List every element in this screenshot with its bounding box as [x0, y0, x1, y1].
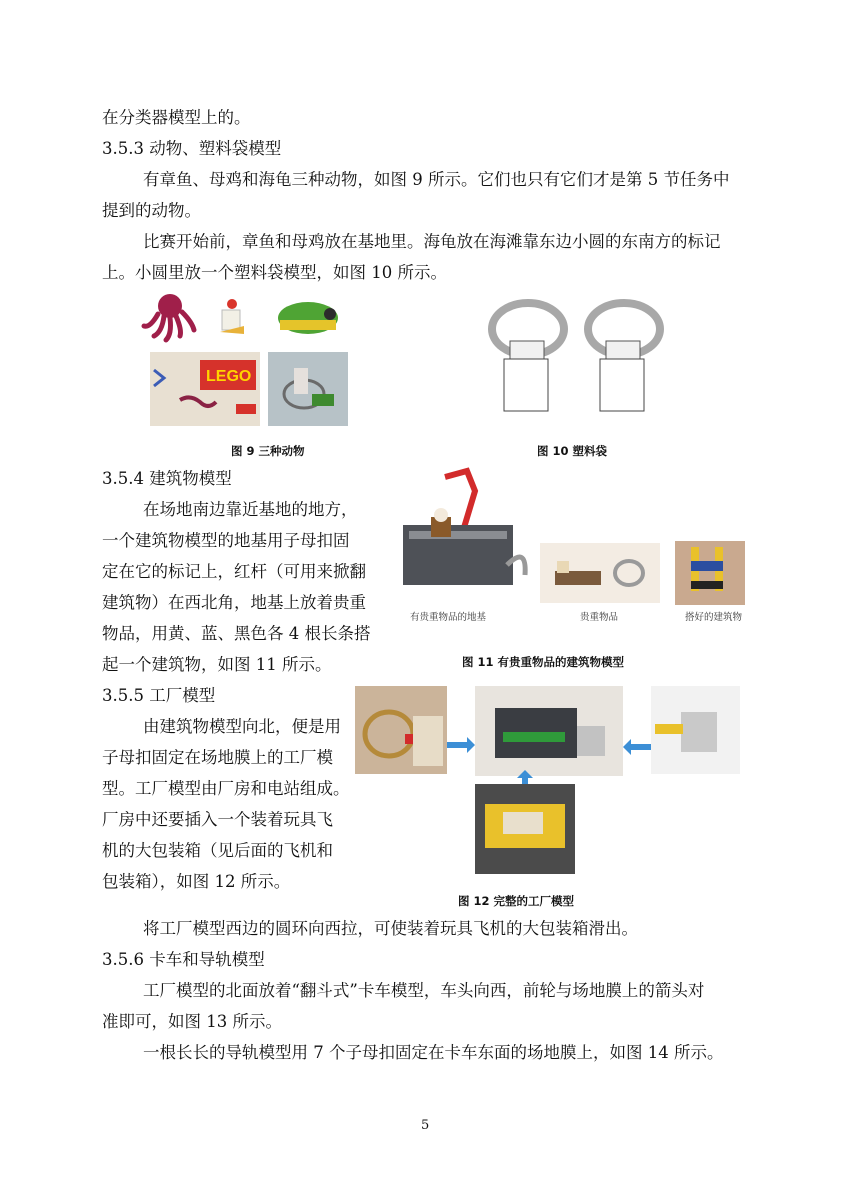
figure-12-caption: 图 12 完整的工厂模型 [458, 894, 575, 908]
paragraph-line: 子母扣固定在场地膜上的工厂模 [102, 748, 333, 767]
factory-ring-photo [355, 686, 447, 774]
figure-11-label-valuables: 贵重物品 [580, 612, 619, 623]
page-number: 5 [421, 1118, 430, 1133]
figure-9-caption: 图 9 三种动物 [231, 444, 305, 458]
building-base-image [403, 471, 525, 585]
figure-10-plastic-bags [480, 295, 670, 415]
hen-image [220, 299, 244, 334]
paragraph-line: 一个建筑物模型的地基用子母扣固 [102, 531, 350, 550]
section-heading-3-5-3: 3.5.3 动物、塑料袋模型 [102, 139, 282, 158]
paragraph-line: 包装箱），如图 12 所示。 [102, 872, 291, 891]
paragraph-line: 厂房中还要插入一个装着玩具飞 [102, 810, 333, 829]
paragraph-line: 提到的动物。 [102, 201, 201, 220]
figure-11-caption: 图 11 有贵重物品的建筑物模型 [462, 655, 625, 669]
figure-10-caption: 图 10 塑料袋 [537, 444, 608, 458]
turtle-image [278, 302, 338, 334]
octopus-image [144, 294, 194, 340]
paragraph-line: 上。小圆里放一个塑料袋模型，如图 10 所示。 [102, 263, 447, 282]
paragraph-line: 机的大包装箱（见后面的飞机和 [102, 841, 333, 860]
arrow-icon [447, 737, 475, 753]
plastic-bag-image [588, 303, 660, 411]
paragraph-line: 一根长长的导轨模型用 7 个子母扣固定在卡车东面的场地膜上，如图 14 所示。 [143, 1043, 724, 1062]
paragraph-line: 在场地南边靠近基地的地方， [143, 500, 358, 519]
paragraph-line: 型。工厂模型由厂房和电站组成。 [102, 779, 350, 798]
paragraph-line: 由建筑物模型向北，便是用 [143, 717, 341, 736]
figure-12-factory-model [355, 686, 740, 880]
figure-9-animals [140, 290, 350, 428]
package-box-photo [475, 784, 575, 874]
section-heading-3-5-6: 3.5.6 卡车和导轨模型 [102, 950, 265, 969]
paragraph-line: 比赛开始前，章鱼和母鸡放在基地里。海龟放在海滩靠东边小圆的东南方的标记 [143, 232, 721, 251]
section-heading-3-5-5: 3.5.5 工厂模型 [102, 686, 216, 705]
paragraph-line: 定在它的标记上，红杆（可用来掀翻 [102, 562, 366, 581]
paragraph-line: 将工厂模型西边的圆环向西拉，可使装着玩具飞机的大包装箱滑出。 [143, 919, 638, 938]
figure-11-building-model [395, 465, 750, 625]
factory-photo [475, 686, 623, 776]
paragraph-line: 建筑物）在西北角，地基上放着贵重 [102, 593, 366, 612]
arrow-icon [623, 739, 651, 755]
section-heading-3-5-4: 3.5.4 建筑物模型 [102, 469, 232, 488]
paragraph-line: 有章鱼、母鸡和海龟三种动物，如图 9 所示。它们也只有它们才是第 5 节任务中 [143, 170, 730, 189]
paragraph-line: 准即可，如图 13 所示。 [102, 1012, 282, 1031]
built-building-image [675, 541, 745, 605]
paragraph-line: 工厂模型的北面放着“翻斗式”卡车模型，车头向西，前轮与场地膜上的箭头对 [143, 981, 705, 1000]
text-line: 在分类器模型上的。 [102, 108, 251, 127]
svg-text:LEGO: LEGO [206, 368, 252, 385]
valuables-image [540, 543, 660, 603]
paragraph-line: 物品，用黄、蓝、黑色各 4 根长条搭 [102, 624, 371, 643]
figure-11-label-building: 搭好的建筑物 [685, 612, 743, 623]
power-station-photo [651, 686, 740, 774]
paragraph-line: 起一个建筑物，如图 11 所示。 [102, 655, 332, 674]
plastic-bag-image [492, 303, 564, 411]
figure-11-label-base: 有贵重物品的地基 [410, 612, 487, 623]
